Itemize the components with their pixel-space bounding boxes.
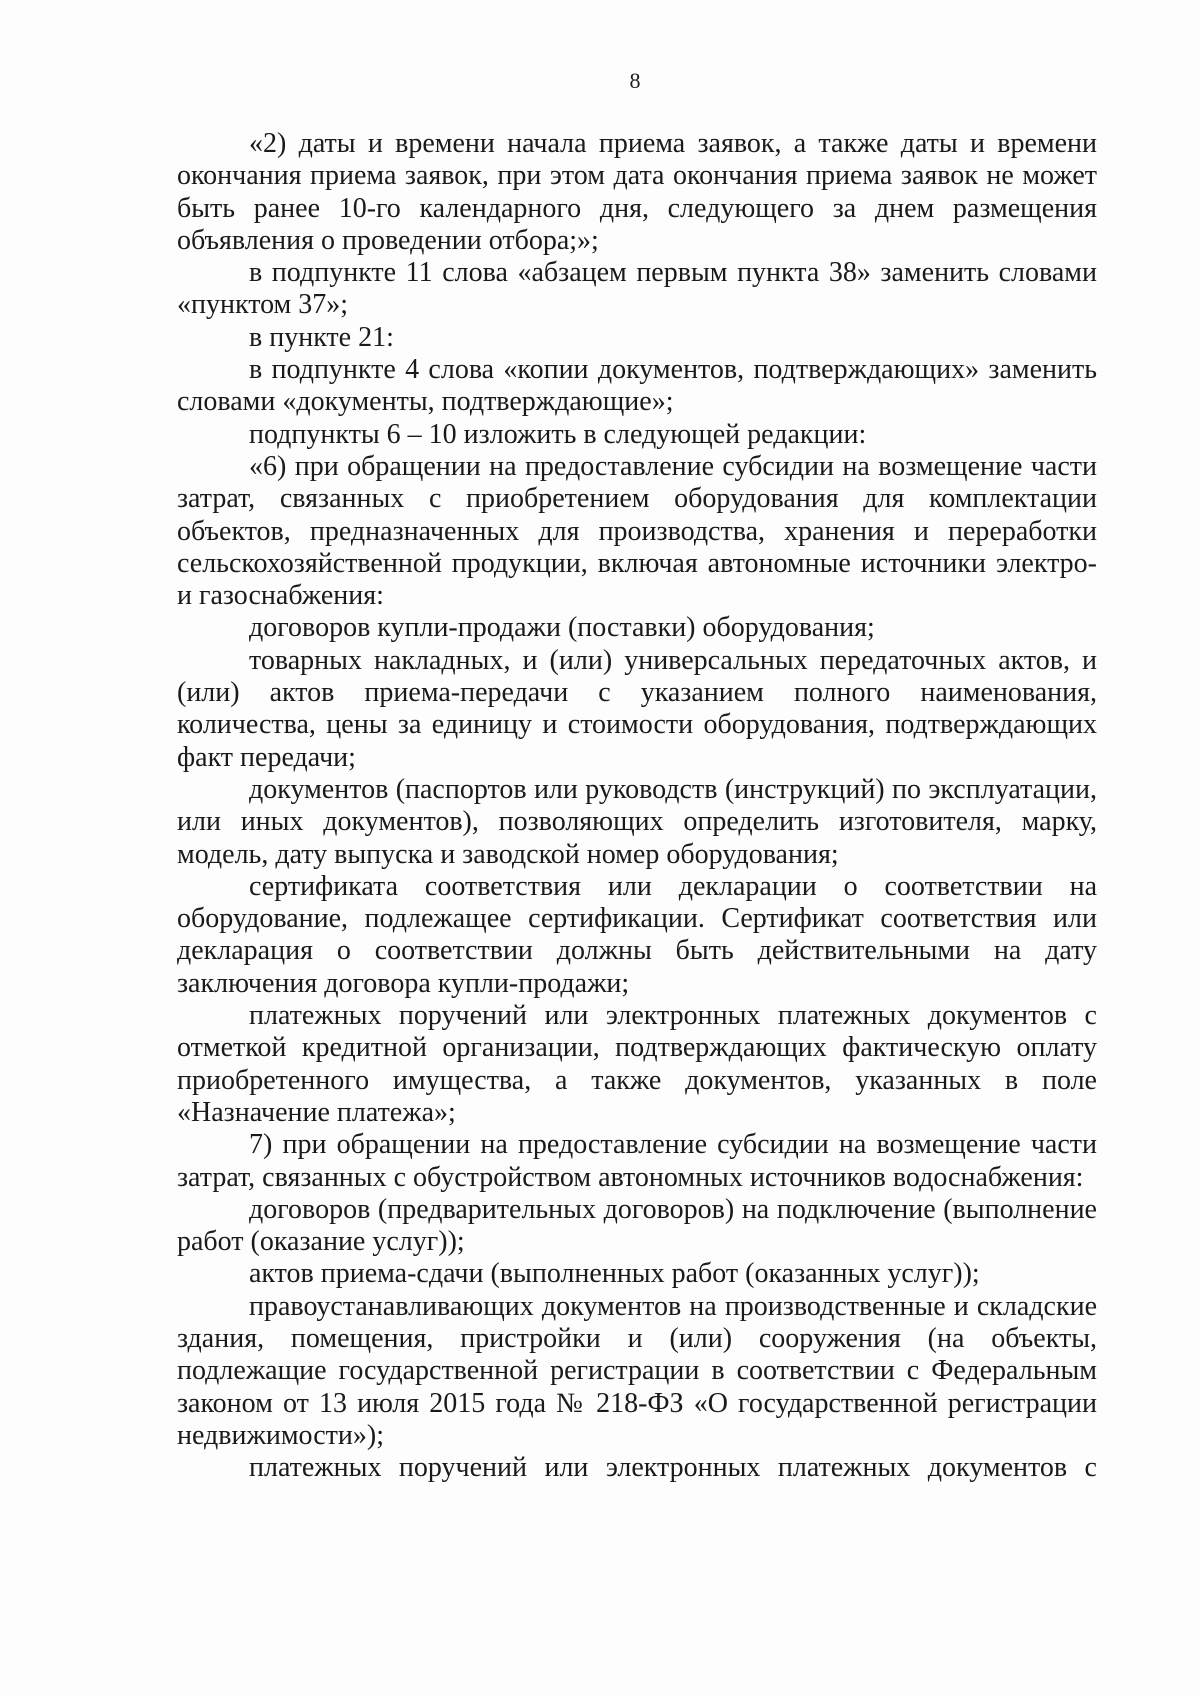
paragraph: договоров (предварительных договоров) на подключение (выполнение работ (оказание услуг));: [177, 1193, 1097, 1258]
paragraph: в подпункте 4 слова «копии документов, подтверждающих» заменить словами «документы, подтверждающие»;: [177, 354, 1097, 418]
paragraph: платежных поручений или электронных платежных документов с: [249, 1452, 1097, 1484]
paragraph: платежных поручений или электронных платежных документов с отметкой кредитной организации, подтверждающих фактическую оплату приобретенного имущества, а также документов, указанных в поле «Назначение платежа»;: [177, 1000, 1097, 1128]
paragraph: договоров купли-продажи (поставки) оборудования;: [249, 612, 875, 644]
document-body: [177, 128, 1097, 1484]
paragraph: документов (паспортов или руководств (инструкций) по эксплуатации, или иных документов), позволяющих определить изготовителя, марку, модель, дату выпуска и заводской номер оборудования;: [177, 773, 1097, 870]
paragraph: правоустанавливающих документов на производственные и складские здания, помещения, пристройки и (или) сооружения (на объекты, подлежащие государственной регистрации в соответствии с Федеральным законом от 13 июля 2015 года № 218-ФЗ «О государственной регистрации недвижимости»);: [177, 1290, 1097, 1451]
paragraph: подпункты 6 – 10 изложить в следующей редакции:: [249, 418, 867, 450]
paragraph: актов приема-сдачи (выполненных работ (оказанных услуг));: [249, 1258, 980, 1290]
paragraph: сертификата соответствия или декларации о соответствии на оборудование, подлежащее сертификации. Сертификат соответствия или декларация о соответствии должны быть действительными на дату заключения договора купли-продажи;: [177, 870, 1097, 999]
page-number: 8: [629, 68, 641, 93]
paragraph: в пункте 21:: [249, 321, 394, 353]
paragraph: в подпункте 11 слова «абзацем первым пункта 38» заменить словами «пунктом 37»;: [177, 257, 1097, 321]
paragraph: «6) при обращении на предоставление субсидии на возмещение части затрат, связанных с приобретением оборудования для комплектации объектов, предназначенных для производства, хранения и переработки сельскохозяйственной продукции, включая автономные источники электро- и газоснабжения:: [177, 450, 1097, 612]
paragraph: 7) при обращении на предоставление субсидии на возмещение части затрат, связанных с обустройством автономных источников водоснабжения:: [177, 1129, 1097, 1193]
paragraph: товарных накладных, и (или) универсальных передаточных актов, и (или) актов приема-передачи с указанием полного наименования, количества, цены за единицу и стоимости оборудования, подтверждающих факт передачи;: [177, 644, 1097, 773]
paragraph: «2) даты и времени начала приема заявок, а также даты и времени окончания приема заявок, при этом дата окончания приема заявок не может быть ранее 10-го календарного дня, следующего за днем размещения объявления о проведении отбора;»;: [177, 128, 1097, 256]
